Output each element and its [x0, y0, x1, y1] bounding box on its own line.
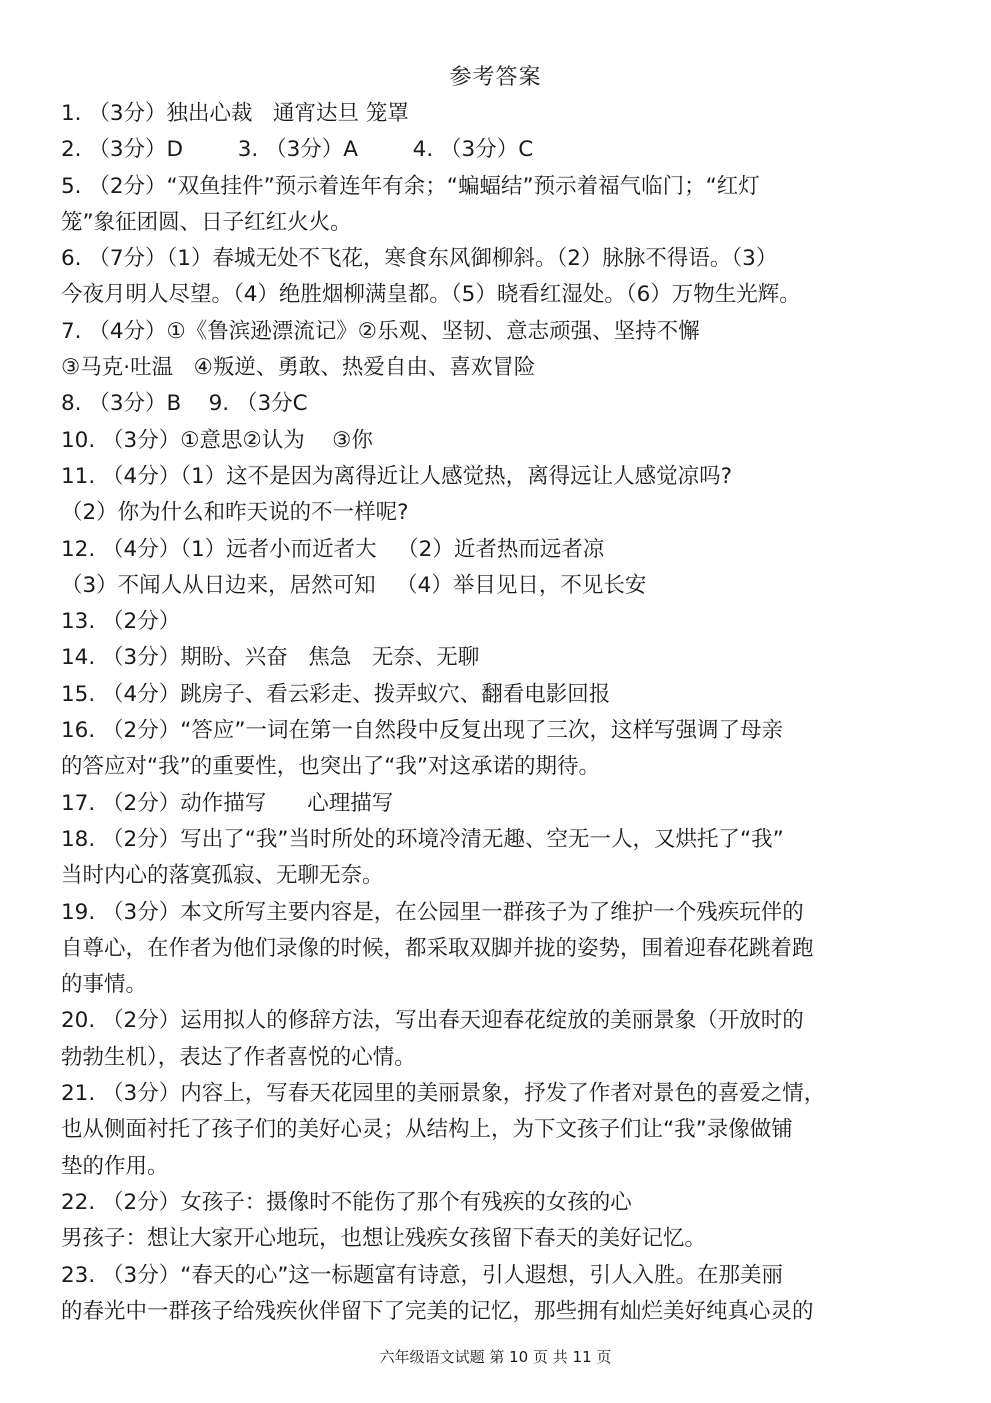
page-title: 参考答案 — [449, 65, 542, 90]
answer-line: 18. （2分）写出了“我”当时所处的环境冷清无趣、空无一人，又烘托了“我” — [61, 826, 784, 852]
answer-line: 8. （3分）B 9. （3分C — [61, 391, 308, 417]
answer-line: 也从侧面衬托了孩子们的美好心灵；从结构上，为下文孩子们让“我”录像做铺 — [61, 1117, 793, 1143]
answer-line: 勃勃生机），表达了作者喜悦的心情。 — [61, 1044, 416, 1070]
answer-line: （3）不闻人从日边来，居然可知 （4）举目见日，不见长安 — [61, 572, 647, 598]
answer-line: 21. （3分）内容上，写春天花园里的美丽景象，抒发了作者对景色的喜爱之情， — [61, 1081, 826, 1107]
page-footer: 六年级语文试题 第 10 页 共 11 页 — [379, 1348, 612, 1366]
answer-line: 15. （4分）跳房子、看云彩走、拨弄蚁穴、翻看电影回报 — [61, 681, 611, 707]
answer-line: 笼”象征团圆、日子红红火火。 — [61, 209, 352, 235]
answer-line: 6. （7分）（1）春城无处不飞花，寒食东风御柳斜。（2）脉脉不得语。（3） — [61, 246, 778, 272]
answer-line: 11. （4分）（1）这不是因为离得近让人感觉热，离得远让人感觉凉吗? — [61, 463, 733, 489]
answer-line: 的答应对“我”的重要性，也突出了“我”对这承诺的期待。 — [61, 754, 601, 780]
answer-line: 10. （3分）①意思②认为 ③你 — [61, 427, 373, 453]
answer-line: 22. （2分）女孩子：摄像时不能伤了那个有残疾的女孩的心 — [61, 1189, 632, 1215]
answer-line: 14. （3分）期盼、兴奋 焦急 无奈、无聊 — [61, 645, 480, 671]
answer-line: ③马克·吐温 ④叛逆、勇敢、热爱自由、喜欢冒险 — [61, 355, 536, 381]
answer-line: 自尊心，在作者为他们录像的时候，都采取双脚并拢的姿势，围着迎春花跳着跑 — [61, 935, 814, 961]
answer-line: 的事情。 — [61, 972, 148, 998]
answer-list — [61, 96, 941, 1330]
answer-line: 1. （3分）独出心裁 通宵达旦 笼罩 — [61, 101, 409, 126]
answer-line: 19. （3分）本文所写主要内容是，在公园里一群孩子为了维护一个残疾玩伴的 — [61, 899, 804, 925]
answer-line: 23. （3分）“春天的心”这一标题富有诗意，引人遐想，引人入胜。在那美丽 — [61, 1262, 783, 1288]
answer-line: 当时内心的落寞孤寂、无聊无奈。 — [61, 863, 384, 889]
answer-line: 男孩子：想让大家开心地玩，也想让残疾女孩留下春天的美好记忆。 — [61, 1226, 707, 1252]
answer-line: 17. （2分）动作描写 心理描写 — [61, 790, 394, 816]
answer-line: 5. （2分）“双鱼挂件”预示着连年有余；“蝙蝠结”预示着福气临门；“红灯 — [61, 173, 760, 199]
answer-line: （2）你为什么和昨天说的不一样呢? — [61, 500, 409, 526]
answer-line: 2. （3分）D 3. （3分）A 4. （3分）C — [61, 137, 534, 163]
answer-line: 垫的作用。 — [61, 1153, 169, 1179]
answer-line: 20. （2分）运用拟人的修辞方法，写出春天迎春花绽放的美丽景象（开放时的 — [61, 1008, 804, 1034]
answer-line: 13. （2分） — [61, 609, 181, 635]
answer-line: 今夜月明人尽望。（4）绝胜烟柳满皇都。（5）晓看红湿处。（6）万物生光辉。 — [61, 282, 801, 308]
answer-line: 7. （4分）①《鲁滨逊漂流记》②乐观、坚韧、意志顽强、坚持不懈 — [61, 318, 700, 344]
answer-line: 的春光中一群孩子给残疾伙伴留下了完美的记忆，那些拥有灿烂美好纯真心灵的 — [61, 1298, 814, 1324]
answer-line: 16. （2分）“答应”一词在第一自然段中反复出现了三次，这样写强调了母亲 — [61, 718, 783, 744]
answer-line: 12. （4分）（1）远者小而近者大 （2）近者热而远者凉 — [61, 536, 605, 562]
